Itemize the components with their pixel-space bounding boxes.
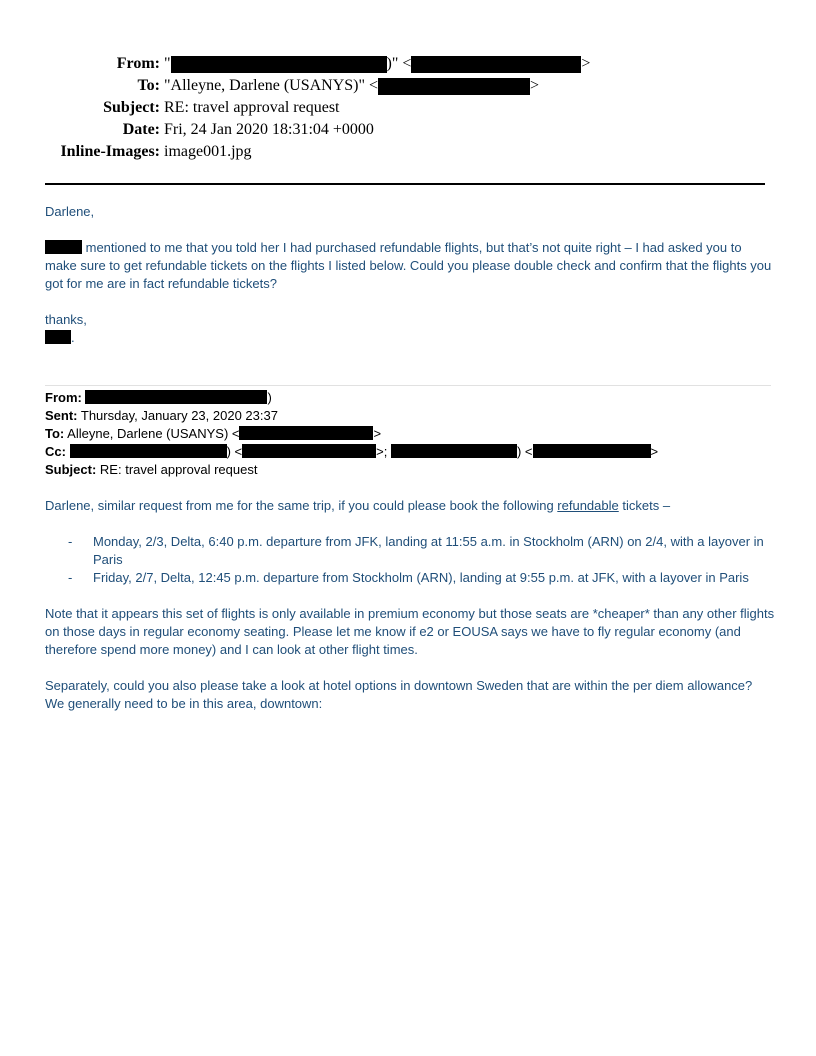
header-images-value: image001.jpg [164, 143, 252, 160]
quoted-subject-row [45, 461, 775, 479]
quoted-cc-label: Cc: [45, 444, 66, 459]
header-to-value: "Alleyne, Darlene (USANYS)" < > [164, 77, 540, 94]
list-item: - Friday, 2/7, Delta, 12:45 p.m. departure from Stockholm (ARN), landing at 9:55 p.m. at JFK, with a layover in Paris [68, 570, 749, 585]
refundable-emphasis: refundable [557, 498, 619, 513]
header-from-row [0, 53, 816, 75]
header-subject-value: RE: travel approval request [164, 99, 340, 116]
hotel-request: Separately, could you also please take a look at hotel options in downtown Sweden that are within the per diem allowance? We generally need to be in this area, downtown: [45, 678, 753, 711]
header-to-label: To: [137, 77, 160, 94]
header-from-label: From: [116, 55, 160, 72]
quoted-from-label: From: [45, 390, 82, 405]
dash-bullet: - [68, 534, 73, 549]
header-subject-label: Subject: [103, 99, 160, 116]
quote-divider [45, 385, 771, 386]
redaction-block [45, 330, 71, 344]
header-images-row [0, 141, 816, 163]
premium-economy-note: Note that it appears this set of flights is only available in premium economy but those seats are *cheaper* than any other flights on those days in regular economy seating. Please let me know if e2 or EOUSA says we have to fly regular economy (and therefore spend more money) and I can look at other flight times. [45, 606, 775, 657]
flight-list [45, 533, 775, 587]
signoff: thanks, [45, 312, 87, 327]
quoted-intro: Darlene, similar request from me for the same trip, if you could please book the following refundable tickets – [45, 498, 671, 513]
redaction-block [70, 444, 227, 458]
redaction-block [378, 78, 530, 95]
quoted-cc-row: Cc: ) < >; ) < > [45, 444, 659, 459]
quoted-to-row: To: Alleyne, Darlene (USANYS) < > [45, 426, 382, 441]
redaction-block [533, 444, 651, 458]
header-images-label: Inline-Images: [60, 143, 160, 160]
header-date-row [0, 119, 816, 141]
signature: . [45, 329, 775, 347]
header-subject-row [0, 97, 816, 119]
quoted-sent-value: Thursday, January 23, 2020 23:37 [80, 408, 278, 423]
redaction-block [45, 240, 82, 254]
dash-bullet: - [68, 570, 73, 585]
quoted-sent-row [45, 407, 775, 425]
greeting: Darlene, [45, 204, 95, 219]
list-item: - Monday, 2/3, Delta, 6:40 p.m. departure from JFK, landing at 11:55 a.m. in Stockholm (ARN) on 2/4, with a layover in Paris [68, 534, 764, 567]
redaction-block [242, 444, 376, 458]
quoted-to-label: To: [45, 426, 65, 441]
quoted-subject-value: RE: travel approval request [99, 462, 258, 477]
redaction-block [171, 56, 387, 73]
quoted-from-row: From: ) [45, 390, 272, 405]
redaction-block [411, 56, 581, 73]
header-date-label: Date: [122, 121, 160, 138]
quoted-sent-label: Sent: [45, 408, 78, 423]
redaction-block [239, 426, 373, 440]
email-header [0, 53, 816, 163]
header-to-row [0, 75, 816, 97]
message-body [45, 203, 775, 347]
quoted-subject-label: Subject: [45, 462, 97, 477]
redaction-block [391, 444, 517, 458]
redaction-block [85, 390, 267, 404]
header-date-value: Fri, 24 Jan 2020 18:31:04 +0000 [164, 121, 374, 138]
quoted-message [45, 389, 775, 713]
message-paragraph: mentioned to me that you told her I had purchased refundable flights, but that’s not quite right – I had asked you to make sure to get refundable tickets on the flights I listed below. Could you please double check and confirm that the flights you got for me are in fact refundable tickets? [45, 240, 772, 291]
header-divider [45, 183, 765, 185]
header-from-value: " )" < > [164, 55, 591, 72]
